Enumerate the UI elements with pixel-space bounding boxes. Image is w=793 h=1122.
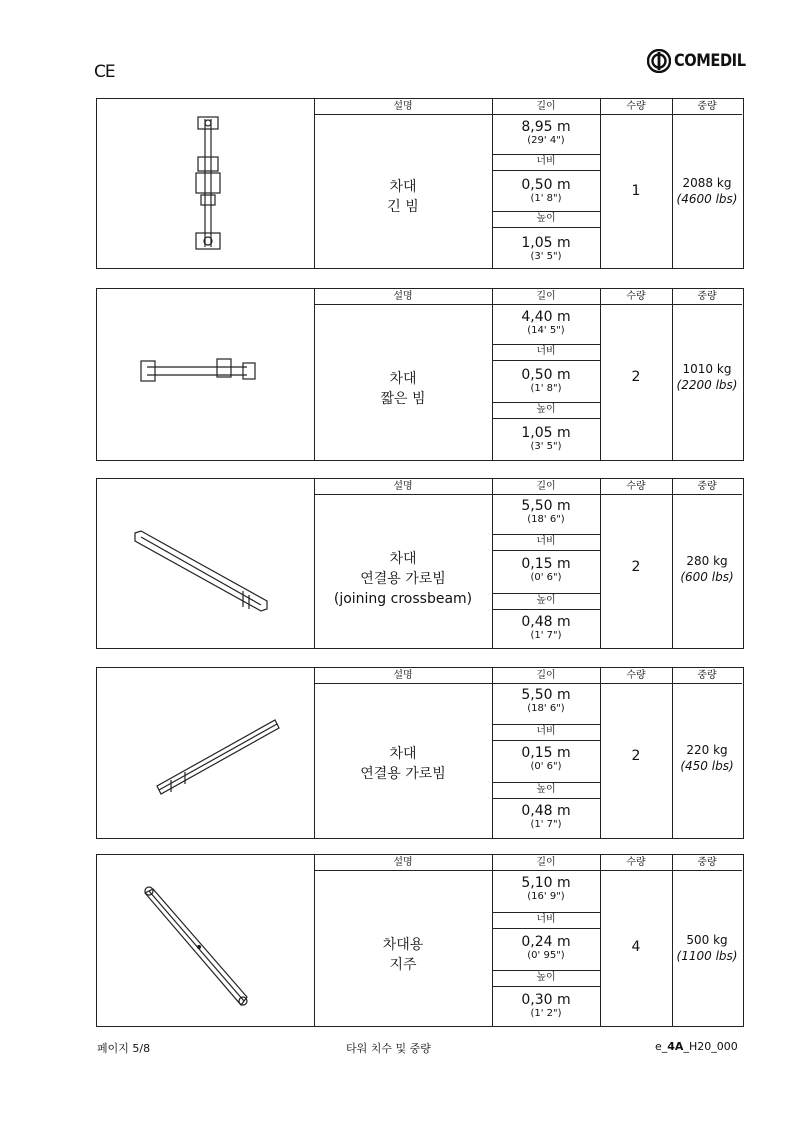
- description-line: 짧은 빔: [380, 391, 426, 407]
- comedil-logo-icon: [647, 49, 671, 73]
- header-description: 설명: [314, 668, 492, 684]
- length-imperial: (18' 6"): [527, 514, 565, 525]
- code-suffix: _H20_000: [683, 1040, 738, 1053]
- description-column: [314, 289, 493, 460]
- length-imperial: (29' 4"): [527, 135, 565, 146]
- description-line: 긴 빔: [387, 199, 419, 215]
- description-line: 연결용 가로빔: [360, 766, 446, 782]
- height-value: 1,05 m: [521, 235, 571, 251]
- dimensions-column: [492, 289, 601, 460]
- item-section-1: [96, 98, 744, 269]
- weight-kg: 2088 kg: [682, 176, 732, 190]
- height-value: 0,30 m: [521, 992, 571, 1008]
- support-strut-drawing: [97, 855, 314, 1026]
- header-length: 길이: [492, 855, 600, 871]
- weight-kg: 220 kg: [686, 743, 728, 757]
- length-value: 5,10 m: [521, 875, 571, 891]
- description-column: [314, 99, 493, 268]
- height-label: 높이: [492, 402, 600, 419]
- quantity-value: 2: [631, 559, 641, 575]
- header-description: 설명: [314, 855, 492, 871]
- header-weight: 중량: [672, 99, 742, 115]
- document-code: [655, 1040, 738, 1053]
- width-imperial: (1' 8"): [530, 193, 562, 204]
- header-quantity: 수량: [600, 668, 672, 684]
- quantity-value: 1: [631, 183, 641, 199]
- weight-column: [672, 289, 742, 460]
- weight-lbs: (1100 lbs): [676, 949, 738, 963]
- description-line: 지주: [389, 957, 417, 973]
- header-quantity: 수량: [600, 855, 672, 871]
- weight-lbs: (4600 lbs): [676, 192, 738, 206]
- description-line: 차대: [389, 179, 417, 195]
- quantity-value: 4: [631, 939, 641, 955]
- width-value: 0,15 m: [521, 745, 571, 761]
- item-section-4: [96, 667, 744, 839]
- quantity-value: 2: [631, 748, 641, 764]
- header-quantity: 수량: [600, 479, 672, 495]
- length-imperial: (16' 9"): [527, 891, 565, 902]
- description-line: 차대: [389, 746, 417, 762]
- header-description: 설명: [314, 479, 492, 495]
- height-imperial: (1' 7"): [530, 630, 562, 641]
- width-value: 0,24 m: [521, 934, 571, 950]
- header-quantity: 수량: [600, 289, 672, 305]
- header-length: 길이: [492, 668, 600, 684]
- length-value: 4,40 m: [521, 309, 571, 325]
- quantity-column: [600, 668, 673, 838]
- length-imperial: (18' 6"): [527, 703, 565, 714]
- width-value: 0,15 m: [521, 556, 571, 572]
- item-drawing: [97, 855, 315, 1026]
- item-drawing: [97, 479, 315, 648]
- width-imperial: (1' 8"): [530, 383, 562, 394]
- height-value: 0,48 m: [521, 803, 571, 819]
- height-imperial: (3' 5"): [530, 441, 562, 452]
- header-weight: 중량: [672, 289, 742, 305]
- weight-kg: 280 kg: [686, 554, 728, 568]
- ce-mark: CE: [94, 62, 115, 82]
- height-value: 0,48 m: [521, 614, 571, 630]
- header-weight: 중량: [672, 479, 742, 495]
- width-label: 너비: [492, 534, 600, 551]
- header-weight: 중량: [672, 855, 742, 871]
- dimensions-column: [492, 855, 601, 1026]
- dimensions-column: [492, 99, 601, 268]
- width-imperial: (0' 95"): [527, 950, 565, 961]
- dimensions-column: [492, 479, 601, 648]
- item-drawing: [97, 668, 315, 838]
- page-number: 페이지 5/8: [97, 1042, 151, 1055]
- weight-kg: 500 kg: [686, 933, 728, 947]
- height-label: 높이: [492, 782, 600, 799]
- weight-column: [672, 479, 742, 648]
- width-imperial: (0' 6"): [530, 572, 562, 583]
- header-length: 길이: [492, 99, 600, 115]
- height-value: 1,05 m: [521, 425, 571, 441]
- description-line: (joining crossbeam): [333, 591, 473, 607]
- weight-lbs: (2200 lbs): [676, 378, 738, 392]
- description-line: 차대: [389, 371, 417, 387]
- quantity-column: [600, 99, 673, 268]
- item-section-5: [96, 854, 744, 1027]
- item-drawing: [97, 289, 315, 460]
- length-value: 5,50 m: [521, 687, 571, 703]
- quantity-column: [600, 855, 673, 1026]
- header-quantity: 수량: [600, 99, 672, 115]
- length-value: 5,50 m: [521, 498, 571, 514]
- header-length: 길이: [492, 479, 600, 495]
- description-line: 차대: [389, 551, 417, 567]
- width-value: 0,50 m: [521, 367, 571, 383]
- height-imperial: (3' 5"): [530, 251, 562, 262]
- brand-logo: [647, 49, 757, 73]
- short-beam-drawing: [97, 289, 314, 460]
- header-description: 설명: [314, 99, 492, 115]
- brand-name: COMEDIL: [674, 51, 746, 71]
- width-label: 너비: [492, 724, 600, 741]
- quantity-column: [600, 289, 673, 460]
- weight-lbs: (450 lbs): [680, 759, 734, 773]
- length-value: 8,95 m: [521, 119, 571, 135]
- width-label: 너비: [492, 912, 600, 929]
- description-line: 차대용: [382, 937, 424, 953]
- quantity-value: 2: [631, 369, 641, 385]
- height-label: 높이: [492, 211, 600, 228]
- weight-column: [672, 855, 742, 1026]
- code-prefix: e_: [655, 1040, 668, 1053]
- weight-lbs: (600 lbs): [680, 570, 734, 584]
- item-section-2: [96, 288, 744, 461]
- quantity-column: [600, 479, 673, 648]
- height-label: 높이: [492, 593, 600, 610]
- header-weight: 중량: [672, 668, 742, 684]
- item-section-3: [96, 478, 744, 649]
- code-bold: 4A: [667, 1040, 684, 1053]
- header-length: 길이: [492, 289, 600, 305]
- description-column: [314, 479, 493, 648]
- width-imperial: (0' 6"): [530, 761, 562, 772]
- header-description: 설명: [314, 289, 492, 305]
- description-column: [314, 668, 493, 838]
- dimensions-column: [492, 668, 601, 838]
- width-value: 0,50 m: [521, 177, 571, 193]
- weight-column: [672, 668, 742, 838]
- width-label: 너비: [492, 344, 600, 361]
- document-title: 타워 치수 및 중량: [346, 1042, 431, 1055]
- weight-kg: 1010 kg: [682, 362, 732, 376]
- crossbeam-drawing: [97, 668, 314, 838]
- height-imperial: (1' 2"): [530, 1008, 562, 1019]
- long-beam-drawing: [97, 99, 314, 268]
- height-label: 높이: [492, 970, 600, 987]
- width-label: 너비: [492, 154, 600, 171]
- weight-column: [672, 99, 742, 268]
- height-imperial: (1' 7"): [530, 819, 562, 830]
- description-line: 연결용 가로빔: [360, 571, 446, 587]
- joining-crossbeam-drawing: [97, 479, 314, 648]
- length-imperial: (14' 5"): [527, 325, 565, 336]
- item-drawing: [97, 99, 315, 268]
- description-column: [314, 855, 493, 1026]
